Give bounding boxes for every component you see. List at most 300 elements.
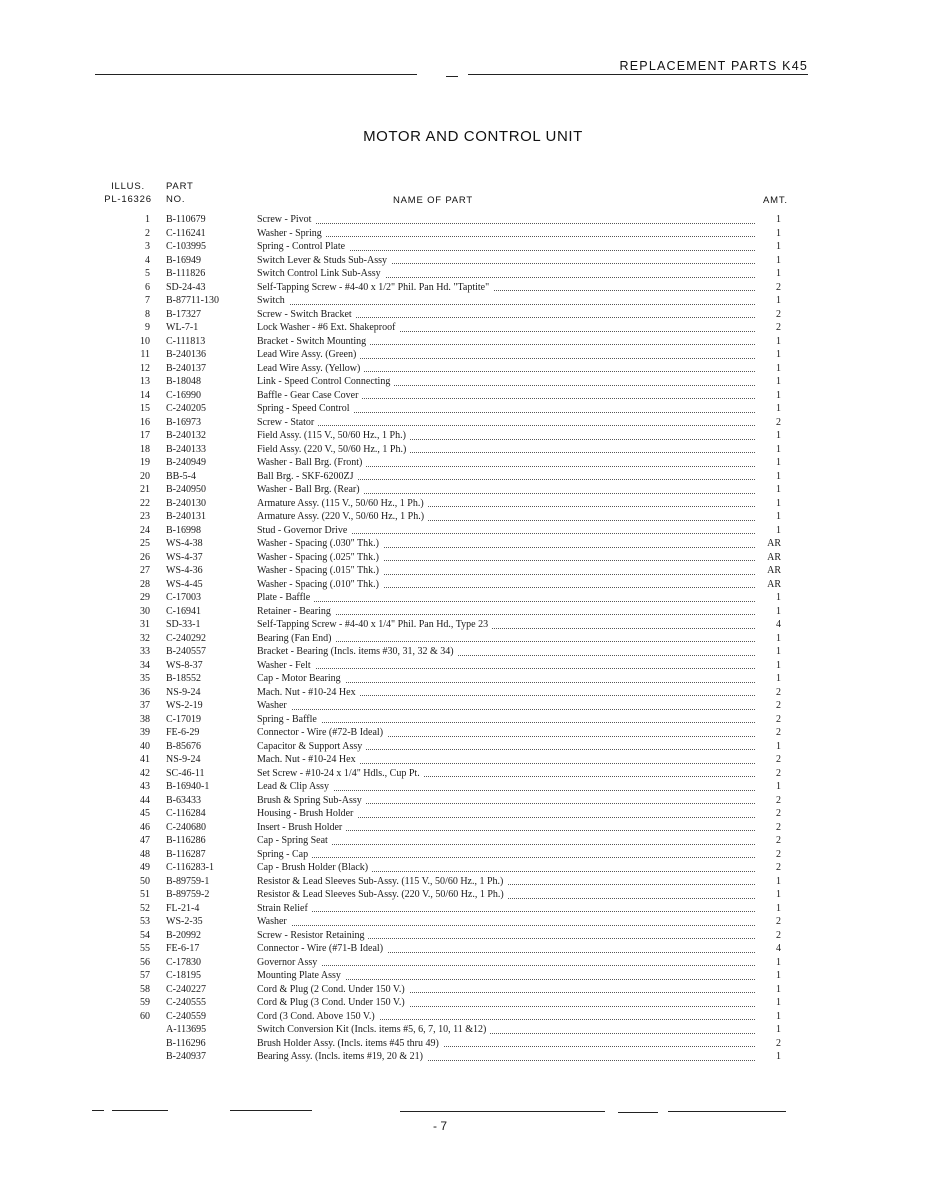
part-name-cell [257,645,755,659]
part-number: WS-8-37 [166,659,203,671]
part-name-cell [257,929,755,943]
illus-number: 27 [140,565,150,576]
part-number: C-17830 [166,956,201,968]
illus-number: 55 [140,943,150,954]
part-number: C-240555 [166,997,206,1008]
illus-number: 11 [140,349,150,360]
part-name: Washer - Spacing (.030" Thk.) [257,538,383,549]
illus-number: 32 [140,632,150,644]
part-name-cell [257,659,755,673]
part-name-cell [257,213,755,227]
illus-number: 9 [145,322,150,333]
part-name-cell [257,807,755,821]
illus-number: 31 [140,619,150,630]
illus-number: 28 [140,578,150,590]
part-amount: 1 [776,673,781,684]
illus-number: 40 [140,740,150,752]
part-amount: 2 [776,821,781,833]
table-row [0,767,946,781]
footer-rule-1 [92,1110,104,1111]
illus-number: 56 [140,956,150,968]
part-number: B-89759-2 [166,889,210,900]
table-row [0,497,946,511]
part-number: B-240136 [166,349,206,360]
part-amount: 2 [776,794,781,806]
part-amount: 2 [776,686,781,698]
illus-number: 34 [140,659,150,671]
part-amount: 1 [776,254,781,266]
illus-number: 25 [140,538,150,549]
part-name: Plate - Baffle [257,592,314,603]
part-name: Connector - Wire (#71-B Ideal) [257,943,387,954]
footer-rule-5 [618,1112,658,1113]
part-number: B-240949 [166,457,206,468]
part-name-cell [257,969,755,983]
part-number: FE-6-17 [166,943,200,954]
illus-number: 52 [140,902,150,914]
part-name: Washer [257,916,291,927]
part-number: B-116296 [166,1037,206,1049]
leader-dots [257,911,755,912]
part-number: NS-9-24 [166,686,201,698]
illus-number: 16 [140,416,150,428]
illus-number: 5 [145,268,150,279]
part-name: Washer - Spacing (.025" Thk.) [257,552,383,563]
part-amount: 1 [776,443,781,455]
illus-number: 29 [140,592,150,603]
leader-dots [257,857,755,858]
part-amount: 2 [776,835,781,846]
part-amount: 2 [776,754,781,765]
part-number: B-16949 [166,254,201,266]
part-amount: 1 [776,1051,781,1062]
part-name-cell [257,956,755,970]
illus-number: 20 [140,470,150,482]
part-name-cell [257,335,755,349]
part-name: Field Assy. (115 V., 50/60 Hz., 1 Ph.) [257,430,410,441]
part-number: B-16998 [166,524,201,536]
illus-number: 2 [145,227,150,239]
part-number: B-17327 [166,308,201,320]
illus-number: 10 [140,335,150,347]
part-amount: 2 [776,713,781,725]
part-name: Cap - Brush Holder (Black) [257,862,372,873]
part-name: Screw - Stator [257,417,318,428]
part-number: NS-9-24 [166,754,201,765]
part-name: Bearing (Fan End) [257,633,335,644]
part-number: WS-4-36 [166,565,203,576]
table-row [0,524,946,538]
part-name-cell [257,794,755,808]
table-row [0,537,946,551]
part-name: Washer [257,700,291,711]
part-number: B-240130 [166,497,206,509]
part-name: Washer - Ball Brg. (Rear) [257,484,364,495]
part-amount: 2 [776,308,781,320]
part-name: Switch Control Link Sub-Assy [257,268,385,279]
part-amount: AR [767,565,781,576]
part-name-cell [257,402,755,416]
illus-number: 59 [140,997,150,1008]
part-name: Screw - Resistor Retaining [257,930,368,941]
part-number: B-16973 [166,416,201,428]
header-title: REPLACEMENT PARTS K45 [619,59,808,73]
part-amount: 1 [776,902,781,914]
table-row [0,848,946,862]
part-amount: 1 [776,781,781,792]
illus-number: 3 [145,241,150,252]
table-row [0,483,946,497]
leader-dots [257,223,755,224]
part-amount: 1 [776,497,781,509]
footer-rule-2 [112,1110,168,1111]
illus-number: 42 [140,767,150,779]
part-name: Armature Assy. (220 V., 50/60 Hz., 1 Ph.) [257,511,428,522]
part-number: C-240559 [166,1010,206,1022]
part-name-cell [257,699,755,713]
illus-number: 24 [140,524,150,536]
part-name-cell [257,753,755,767]
illus-number: 48 [140,848,150,860]
leader-dots [257,722,755,723]
part-number: B-85676 [166,740,201,752]
part-number: FE-6-29 [166,727,200,738]
table-row [0,429,946,443]
part-number: WS-2-19 [166,700,203,711]
footer-rule-3 [230,1110,312,1111]
part-name: Spring - Speed Control [257,403,354,414]
leader-dots [257,304,755,305]
part-name: Cord & Plug (2 Cond. Under 150 V.) [257,984,409,995]
part-name: Brush Holder Assy. (Incls. items #45 thru 49) [257,1038,443,1049]
part-amount: 2 [776,1037,781,1049]
part-amount: 1 [776,740,781,752]
table-row [0,402,946,416]
illus-number: 13 [140,376,150,387]
part-amount: 1 [776,997,781,1008]
part-name: Bearing Assy. (Incls. items #19, 20 & 21) [257,1051,427,1062]
part-amount: 2 [776,727,781,738]
part-amount: 2 [776,700,781,711]
part-name: Link - Speed Control Connecting [257,376,394,387]
part-name-cell [257,983,755,997]
table-row [0,807,946,821]
illus-number: 19 [140,457,150,468]
part-number: C-116284 [166,808,206,819]
part-number: WL-7-1 [166,322,199,333]
col-header-illus [103,180,153,206]
illus-number: 57 [140,970,150,981]
part-name: Field Assy. (220 V., 50/60 Hz., 1 Ph.) [257,444,410,455]
part-name-cell [257,942,755,956]
part-amount: 2 [776,281,781,293]
part-name-cell [257,632,755,646]
illus-number: 36 [140,686,150,698]
part-amount: 1 [776,889,781,900]
illus-number: 15 [140,403,150,414]
part-amount: 1 [776,362,781,374]
table-row [0,618,946,632]
part-name-cell [257,294,755,308]
part-name: Spring - Control Plate [257,241,349,252]
part-amount: 1 [776,227,781,239]
header-rule-dash [446,76,458,77]
illus-number: 39 [140,727,150,738]
part-name-cell [257,875,755,889]
part-name-cell [257,902,755,916]
part-number: C-17019 [166,713,201,725]
part-number: B-116287 [166,848,206,860]
part-number: B-240557 [166,646,206,657]
header-rule-left [95,74,417,75]
part-name: Set Screw - #10-24 x 1/4" Hdls., Cup Pt. [257,768,424,779]
part-amount: 2 [776,929,781,941]
part-name-cell [257,348,755,362]
part-name-cell [257,618,755,632]
table-row [0,983,946,997]
col-header-name: NAME OF PART [393,195,473,206]
part-name-cell [257,672,755,686]
table-row [0,551,946,565]
col-header-part-line2: NO. [166,194,186,205]
table-row [0,753,946,767]
part-name: Mach. Nut - #10-24 Hex [257,754,360,765]
illus-number: 26 [140,551,150,563]
part-name: Strain Relief [257,903,312,914]
illus-number: 23 [140,511,150,522]
table-row [0,659,946,673]
table-row [0,591,946,605]
table-row [0,348,946,362]
table-row [0,794,946,808]
part-name-cell [257,996,755,1010]
part-name-cell [257,510,755,524]
part-amount: 1 [776,592,781,603]
part-number: C-111813 [166,335,206,347]
part-amount: 4 [776,943,781,954]
part-name-cell [257,267,755,281]
illus-number: 12 [140,362,150,374]
part-name: Armature Assy. (115 V., 50/60 Hz., 1 Ph.) [257,498,428,509]
part-name: Screw - Switch Bracket [257,309,356,320]
part-number: B-116286 [166,835,206,846]
table-row [0,956,946,970]
page-number: - 7 [432,1119,447,1133]
part-name-cell [257,686,755,700]
part-name-cell [257,537,755,551]
table-row [0,443,946,457]
part-name-cell [257,524,755,538]
part-name: Retainer - Bearing [257,606,335,617]
illus-number: 53 [140,916,150,927]
table-row [0,726,946,740]
leader-dots [257,925,755,926]
part-amount: 1 [776,875,781,887]
part-name-cell [257,1037,755,1051]
part-number: SD-24-43 [166,281,206,293]
part-name-cell [257,915,755,929]
col-header-part [166,180,194,206]
part-amount: 2 [776,767,781,779]
part-amount: 2 [776,848,781,860]
table-row [0,578,946,592]
part-number: C-240227 [166,983,206,995]
part-number: WS-4-45 [166,578,203,590]
part-name: Cap - Motor Bearing [257,673,345,684]
part-amount: 1 [776,403,781,414]
part-amount: 1 [776,1024,781,1035]
part-name: Switch [257,295,289,306]
table-row [0,969,946,983]
part-name: Mach. Nut - #10-24 Hex [257,687,360,698]
part-name: Lead Wire Assy. (Green) [257,349,360,360]
table-row [0,686,946,700]
part-name-cell [257,1010,755,1024]
part-number: C-18195 [166,970,201,981]
part-name: Resistor & Lead Sleeves Sub-Assy. (115 V., 50/60 Hz., 1 Ph.) [257,876,507,887]
part-number: B-89759-1 [166,875,210,887]
part-amount: AR [767,538,781,549]
table-row [0,875,946,889]
part-name: Housing - Brush Holder [257,808,357,819]
part-amount: 1 [776,470,781,482]
part-name-cell [257,308,755,322]
illus-number: 35 [140,673,150,684]
part-name-cell [257,605,755,619]
illus-number: 44 [140,794,150,806]
part-number: C-103995 [166,241,206,252]
table-row [0,740,946,754]
part-name-cell [257,1050,755,1064]
part-name-cell [257,713,755,727]
part-amount: 1 [776,214,781,225]
part-name: Washer - Felt [257,660,315,671]
illus-number: 45 [140,808,150,819]
part-number: WS-2-35 [166,916,203,927]
part-name-cell [257,497,755,511]
part-amount: 1 [776,956,781,968]
part-name: Washer - Ball Brg. (Front) [257,457,366,468]
part-number: C-240205 [166,403,206,414]
part-name-cell [257,227,755,241]
table-row [0,902,946,916]
table-row [0,1037,946,1051]
part-amount: 2 [776,322,781,333]
leader-dots [257,709,755,710]
part-number: SC-46-11 [166,767,205,779]
illus-number: 46 [140,821,150,833]
illus-number: 49 [140,862,150,873]
part-amount: 1 [776,632,781,644]
part-amount: 1 [776,430,781,441]
part-amount: 2 [776,416,781,428]
col-header-illus-line2: PL-16326 [104,194,152,205]
part-number: B-240132 [166,430,206,441]
part-number: B-111826 [166,268,206,279]
part-name-cell [257,834,755,848]
table-row [0,1010,946,1024]
illus-number: 30 [140,605,150,617]
footer-rule-6 [668,1111,786,1112]
part-name: Screw - Pivot [257,214,315,225]
table-row [0,780,946,794]
part-number: WS-4-37 [166,551,203,563]
table-row [0,227,946,241]
illus-number: 14 [140,389,150,401]
part-amount: 1 [776,376,781,387]
table-row [0,389,946,403]
part-name-cell [257,281,755,295]
part-name-cell [257,254,755,268]
table-row [0,564,946,578]
part-amount: 1 [776,349,781,360]
leader-dots [257,601,755,602]
part-number: B-87711-130 [166,295,219,306]
illus-number: 17 [140,430,150,441]
part-amount: 2 [776,916,781,927]
part-number: C-240292 [166,632,206,644]
part-name: Cord (3 Cond. Above 150 V.) [257,1011,379,1022]
part-number: B-240937 [166,1051,206,1062]
part-number: B-110679 [166,214,206,225]
table-row [0,1050,946,1064]
section-title: MOTOR AND CONTROL UNIT [363,128,583,145]
table-row [0,929,946,943]
part-number: WS-4-38 [166,538,203,549]
table-row [0,645,946,659]
part-name-cell [257,362,755,376]
part-name-cell [257,389,755,403]
part-amount: 4 [776,619,781,630]
table-row [0,861,946,875]
part-name-cell [257,375,755,389]
table-row [0,375,946,389]
leader-dots [257,965,755,966]
part-number: FL-21-4 [166,902,200,914]
part-number: SD-33-1 [166,619,201,630]
table-row [0,240,946,254]
part-number: B-18552 [166,673,201,684]
table-row [0,281,946,295]
illus-number: 50 [140,875,150,887]
part-name: Resistor & Lead Sleeves Sub-Assy. (220 V., 50/60 Hz., 1 Ph.) [257,889,508,900]
part-name: Brush & Spring Sub-Assy [257,795,366,806]
part-name-cell [257,861,755,875]
illus-number: 7 [145,295,150,306]
illus-number: 51 [140,889,150,900]
part-name: Self-Tapping Screw - #4-40 x 1/4" Phil. Pan Hd., Type 23 [257,619,492,630]
part-name-cell [257,780,755,794]
part-amount: 1 [776,970,781,981]
part-name-cell [257,429,755,443]
part-name-cell [257,443,755,457]
part-name-cell [257,767,755,781]
part-number: C-116241 [166,227,206,239]
table-row [0,888,946,902]
part-name-cell [257,321,755,335]
part-name: Self-Tapping Screw - #4-40 x 1/2" Phil. Pan Hd. "Taptite" [257,282,493,293]
part-name-cell [257,483,755,497]
part-name: Stud - Governor Drive [257,525,351,536]
illus-number: 41 [140,754,150,765]
header-rule-right [468,74,808,75]
table-row [0,672,946,686]
part-amount: 1 [776,659,781,671]
part-number: B-240131 [166,511,206,522]
table-row [0,821,946,835]
table-row [0,915,946,929]
part-name-cell [257,416,755,430]
